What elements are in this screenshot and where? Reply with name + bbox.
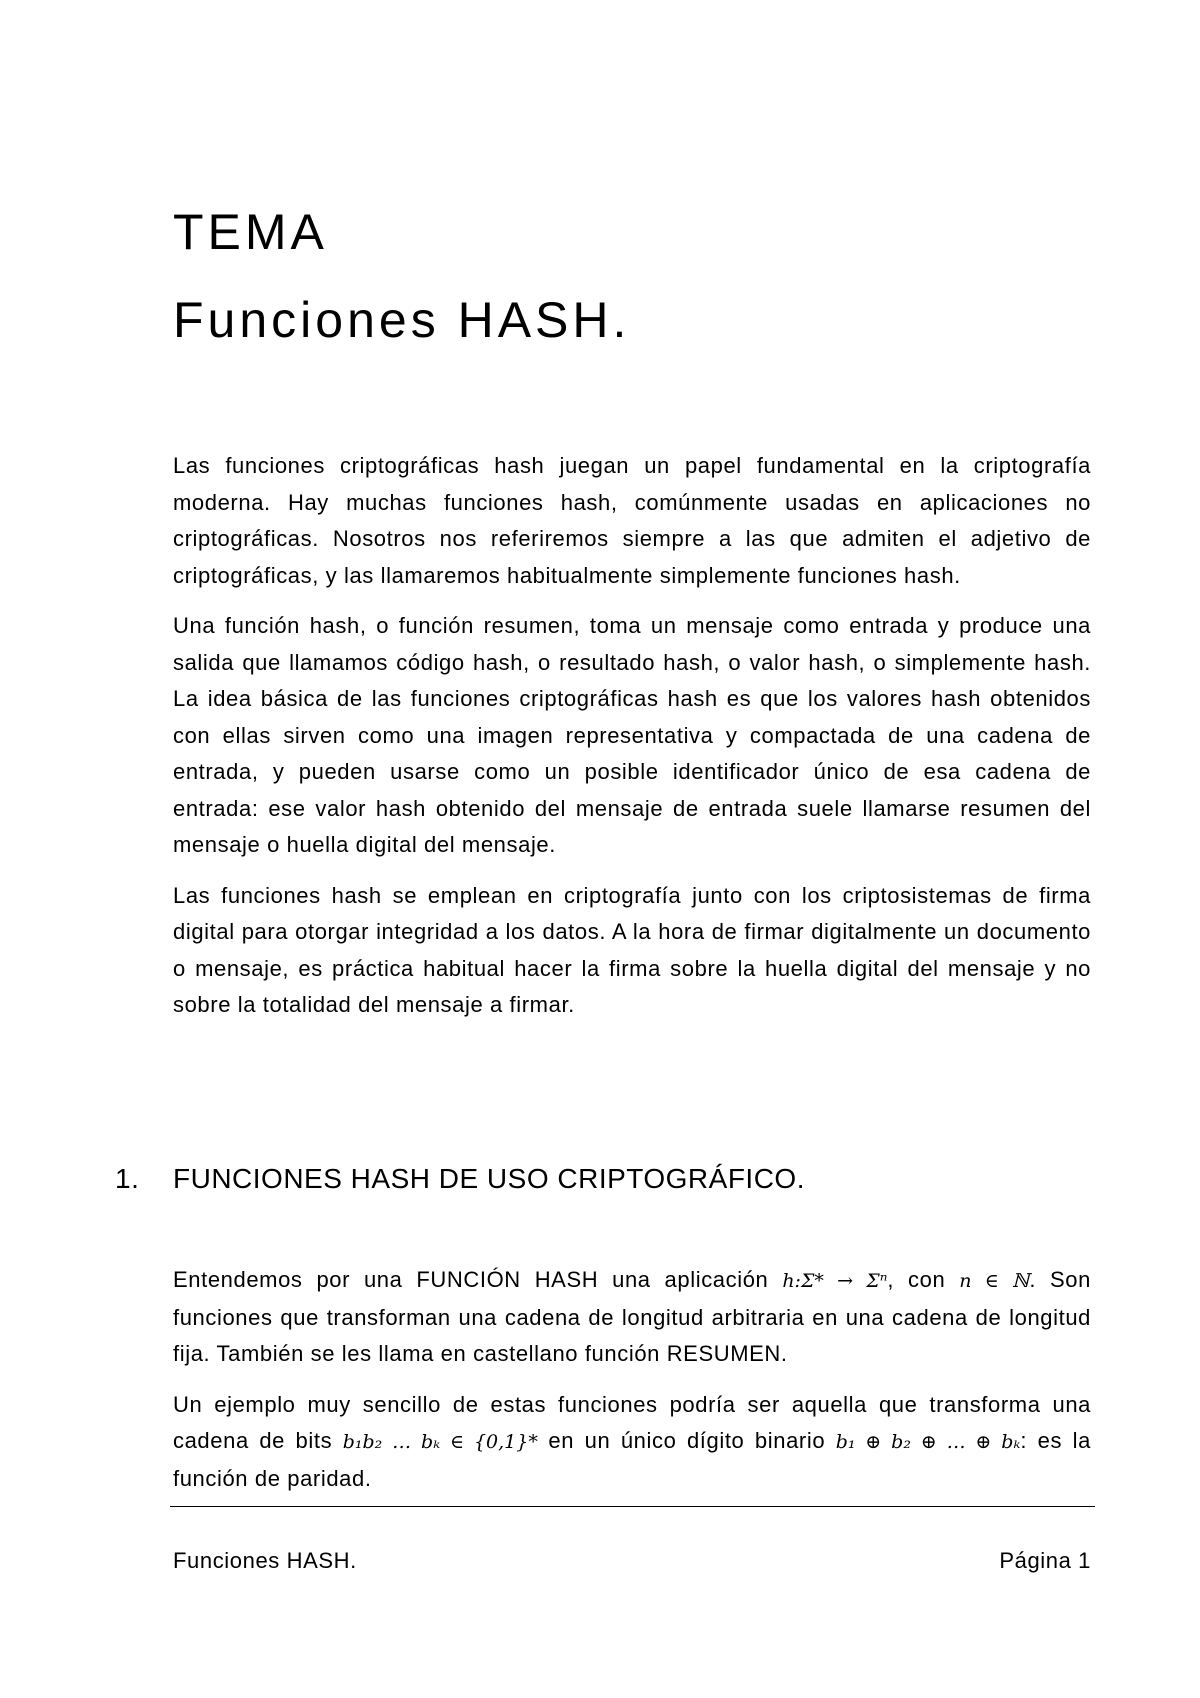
section-1-body <box>173 1262 1091 1511</box>
text-run: Un ejemplo muy sencillo de estas funciones podría ser aquella que transforma una cadena de bits <box>173 1391 1091 1453</box>
document-title <box>173 188 1073 364</box>
text-run: Entendemos por una FUNCIÓN HASH una aplicación <box>173 1267 783 1292</box>
intro-section <box>173 448 1091 1038</box>
math-xor-parity: b₁ ⊕ b₂ ⊕ … ⊕ bₖ <box>835 1431 1021 1453</box>
footer-divider <box>170 1506 1095 1507</box>
intro-paragraph-3: Las funciones hash se emplean en criptografía junto con los criptosistemas de firma digital para otorgar integridad a los datos. A la hora de firmar digitalmente un documento o mensaje, es práctica habitual hacer la firma sobre la huella digital del mensaje y no sobre la totalidad del mensaje a firmar. <box>173 882 1091 1017</box>
section-title: FUNCIONES HASH DE USO CRIPTOGRÁFICO. <box>173 1163 805 1194</box>
text-run: . Son funciones que transforman una cadena de longitud arbitraria en una cadena de longitud fija. También se les llama en castellano función RESUMEN. <box>173 1267 1091 1366</box>
title-line-subject: Funciones HASH. <box>173 292 631 348</box>
section-1-paragraph-1 <box>173 1262 1091 1373</box>
math-bit-string: b₁b₂ … bₖ ∈ {0,1}* <box>342 1431 538 1453</box>
section-number: 1. <box>115 1163 140 1194</box>
text-run: : es la función de paridad. <box>173 1428 1091 1491</box>
section-1-paragraph-2 <box>173 1387 1091 1498</box>
footer-document-title: Funciones HASH. <box>173 1548 357 1573</box>
footer-page-number: Página 1 <box>999 1548 1091 1573</box>
page-footer <box>173 1548 1091 1574</box>
intro-paragraph-2: Una función hash, o función resumen, toma un mensaje como entrada y produce una salida que llamamos código hash, o resultado hash, o valor hash, o simplemente hash. La idea básica de las funciones criptográficas hash es que los valores hash obtenidos con ellas sirven como una imagen representativa y compactada de una cadena de entrada, y pueden usarse como un posible identificador único de esa cadena de entrada: ese valor hash obtenido del mensaje de entrada suele llamarse resumen del mensaje o huella digital del mensaje. <box>173 613 1091 857</box>
math-n-natural: n ∈ ℕ <box>959 1270 1030 1292</box>
text-run: , con <box>887 1267 960 1292</box>
text-run: en un único dígito binario <box>537 1428 836 1453</box>
title-line-tema: TEMA <box>173 204 328 260</box>
math-hash-definition: h:Σ* → Σⁿ <box>782 1270 888 1292</box>
intro-paragraph-1: Las funciones criptográficas hash juegan un papel fundamental en la criptografía moderna. Hay muchas funciones hash, comúnmente usadas en aplicaciones no criptográficas. Nosotros nos referiremos siempre a las que admiten el adjetivo de criptográficas, y las llamaremos habitualmente simplemente funciones hash. <box>173 453 1091 588</box>
section-1-heading <box>115 1163 805 1195</box>
